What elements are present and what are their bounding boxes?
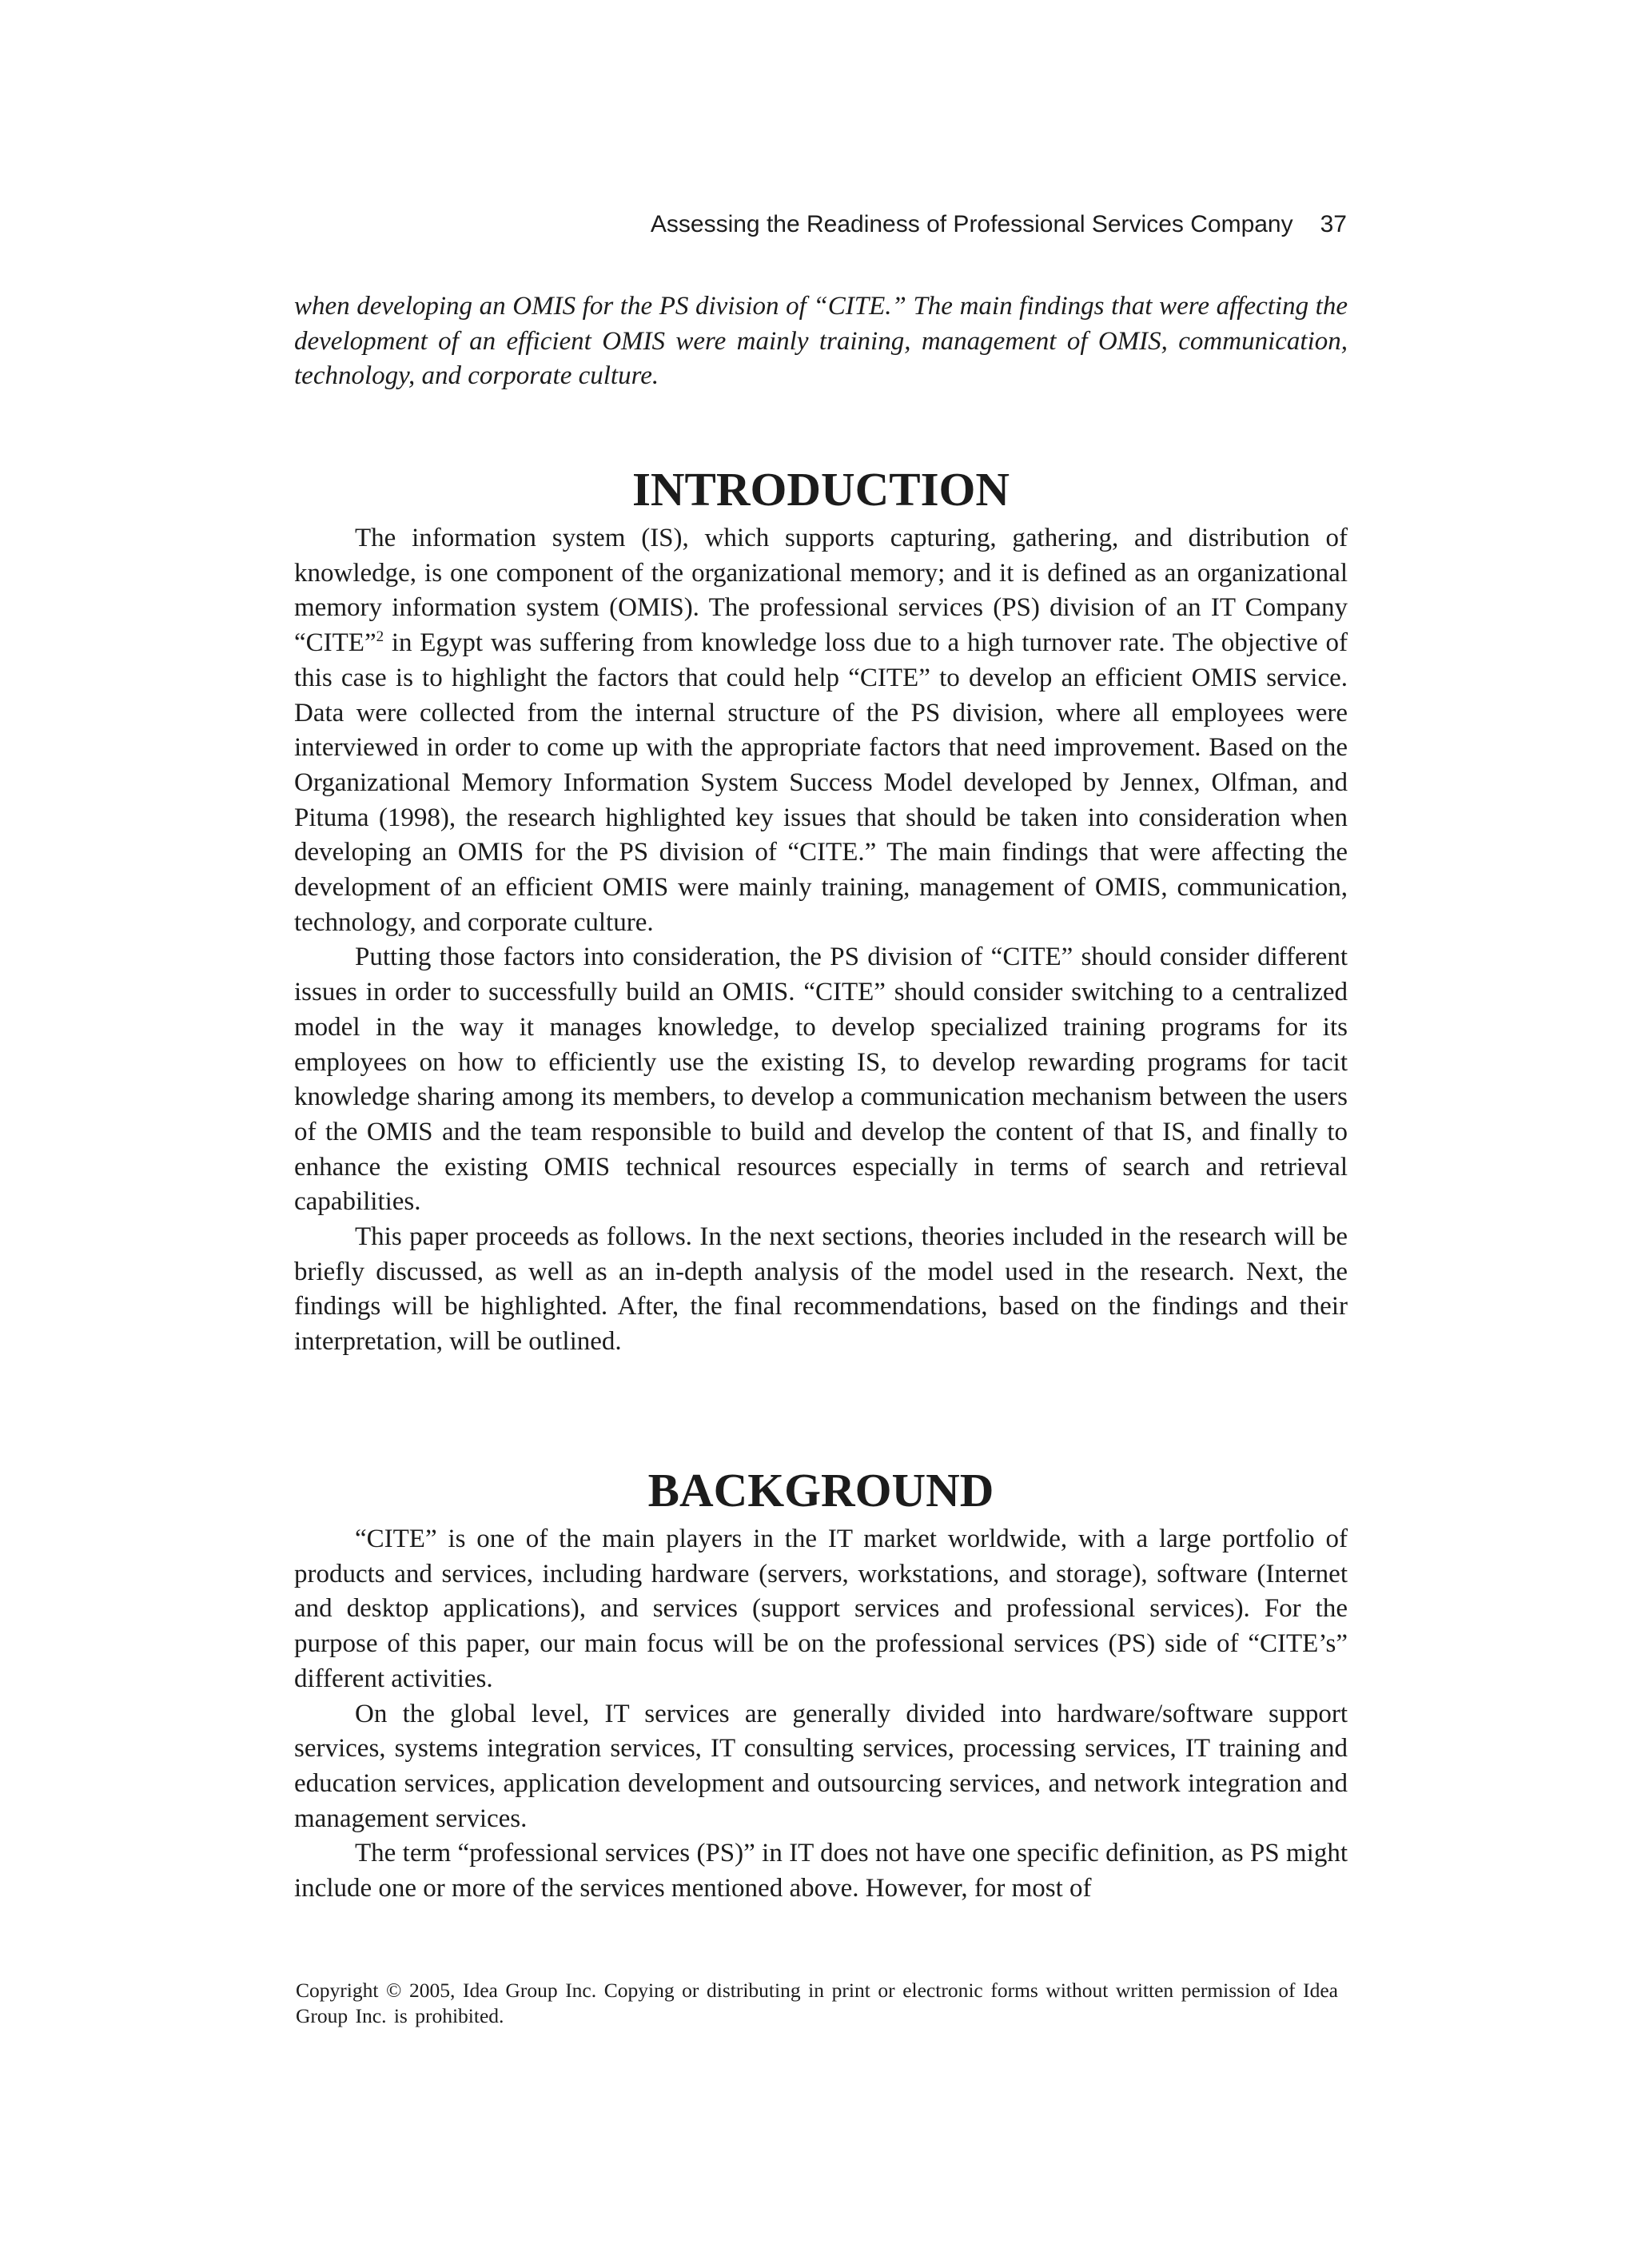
running-head (560, 209, 1347, 240)
introduction-body (294, 521, 1348, 1360)
background-paragraph-3: The term “professional services (PS)” in IT does not have one specific definition, as PS might include one or more of the services mentioned above. However, for most of (294, 1839, 1348, 1903)
page-number: 37 (1320, 211, 1347, 237)
introduction-paragraph-1 (294, 521, 1348, 940)
introduction-p1-text-b: in Egypt was suffering from knowledge loss due to a high turnover rate. The objective of this case is to highlight the factors that could help “CITE” to develop an efficient OMIS service. Data were collected from the internal structure of the PS division, where all employees were interviewed in order to come up with the appropriate factors that need improvement. Based on the Organizational Memory Information System Success Model developed by Jennex, Olfman, and Pituma (1998), the research highlighted key issues that should be taken into consideration when developing an OMIS for the PS division of “CITE.” The main findings that were affecting the development of an efficient OMIS were mainly training, management of OMIS, communication, technology, and corporate culture. (294, 628, 1348, 937)
copyright-notice: Copyright © 2005, Idea Group Inc. Copying or distributing in print or electronic forms without written permission of Idea Group Inc. is prohibited. (296, 1979, 1338, 2027)
background-body (294, 1522, 1348, 1907)
introduction-paragraph-3: This paper proceeds as follows. In the next sections, theories included in the research will be briefly discussed, as well as an in-depth analysis of the model used in the research. Next, the findings will be highlighted. After, the final recommendations, based on the findings and their interpretation, will be outlined. (294, 1222, 1348, 1357)
introduction-paragraph-2: Putting those factors into consideration, the PS division of “CITE” should consider different issues in order to successfully build an OMIS. “CITE” should consider switching to a centralized model in the way it manages knowledge, to develop specialized training programs for its employees on how to efficiently use the existing IS, to develop rewarding programs for tacit knowledge sharing among its members, to develop a communication mechanism between the users of the OMIS and the team responsible to build and develop the content of that IS, and finally to enhance the existing OMIS technical resources especially in terms of search and retrieval capabilities. (294, 943, 1348, 1217)
background-paragraph-2: On the global level, IT services are generally divided into hardware/software support services, systems integration services, IT consulting services, processing services, IT training and education services, application development and outsourcing services, and network integration and management services. (294, 1699, 1348, 1833)
background-paragraph-1: “CITE” is one of the main players in the IT market worldwide, with a large portfolio of products and services, including hardware (servers, workstations, and storage), software (Internet and desktop applications), and services (support services and professional services). For the purpose of this paper, our main focus will be on the professional services (PS) side of “CITE’s” different activities. (294, 1525, 1348, 1693)
running-head-title: Assessing the Readiness of Professional Services Company (650, 211, 1293, 237)
abstract-paragraph: when developing an OMIS for the PS division of “CITE.” The main findings that were affecting the development of an efficient OMIS were mainly training, management of OMIS, communication, technology, and corporate culture. (294, 292, 1348, 391)
abstract-continuation (294, 289, 1348, 394)
introduction-p1-text-a: The information system (IS), which supports capturing, gathering, and distribution of knowledge, is one component of the organizational memory; and it is defined as an organizational memory information system (OMIS). The professional services (PS) division of an IT Company “CITE” (294, 524, 1348, 658)
introduction-heading: INTRODUCTION (631, 463, 1010, 516)
background-heading: BACKGROUND (647, 1464, 994, 1517)
footnote-marker: 2 (376, 628, 384, 646)
